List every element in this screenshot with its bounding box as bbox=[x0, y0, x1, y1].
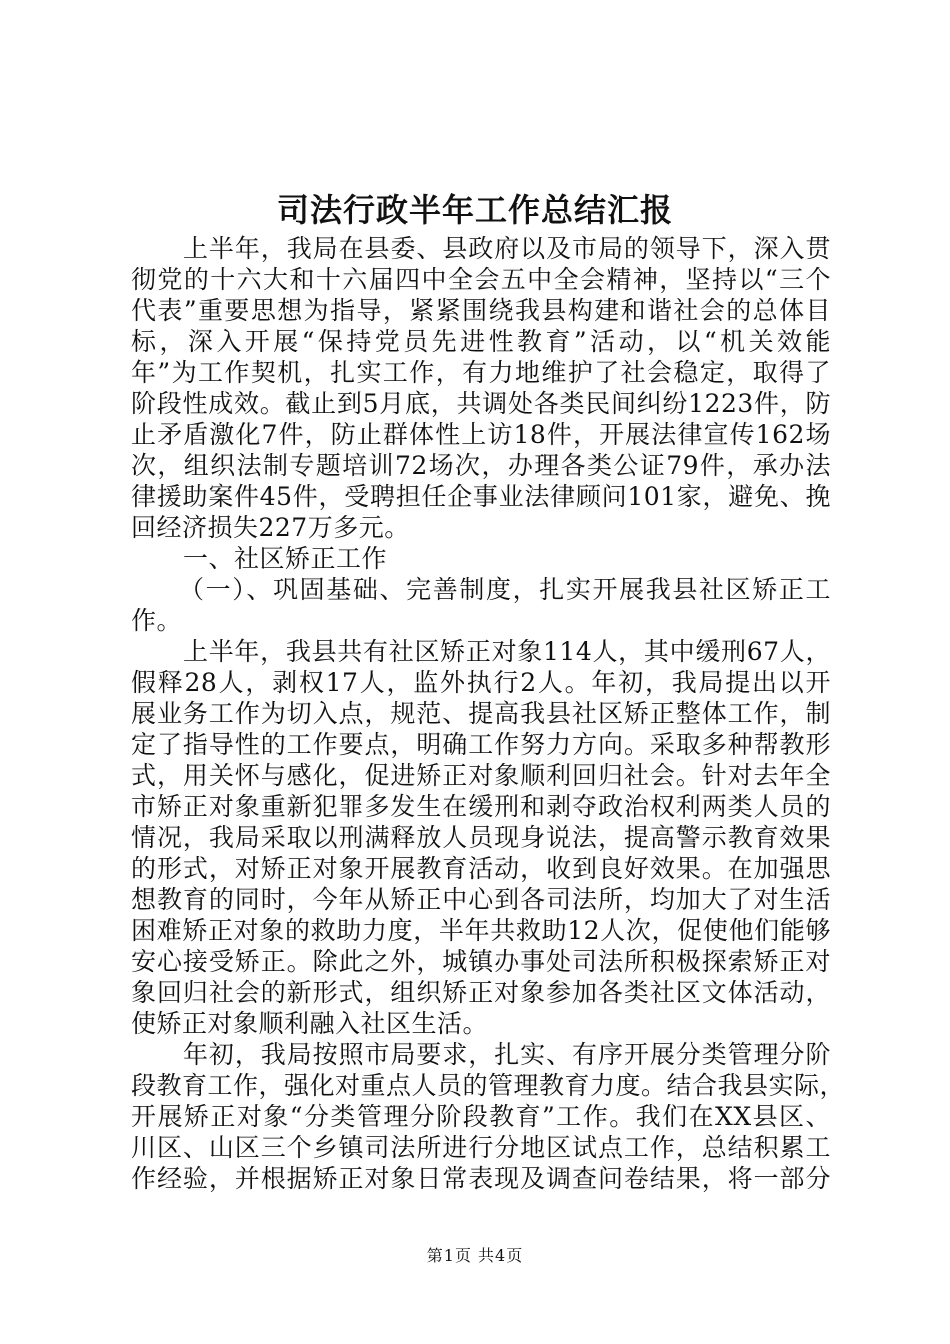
text-line: 次，组织法制专题培训72场次，办理各类公证79件，承办法 bbox=[131, 451, 831, 480]
text-line: 开展矫正对象“分类管理分阶段教育”工作。我们在XX县区、 bbox=[131, 1102, 831, 1131]
section-heading: 一、社区矫正工作 bbox=[183, 544, 388, 573]
text-line: 彻党的十六大和十六届四中全会五中全会精神，坚持以“三个 bbox=[131, 265, 831, 294]
text-line: 定了指导性的工作要点，明确工作努力方向。采取多种帮教形 bbox=[131, 730, 831, 759]
text-line: 上半年，我县共有社区矫正对象114人，其中缓刑67人， bbox=[183, 637, 831, 666]
text-line: 年初，我局按照市局要求，扎实、有序开展分类管理分阶 bbox=[183, 1040, 831, 1069]
text-line: 市矫正对象重新犯罪多发生在缓刑和剥夺政治权利两类人员的 bbox=[131, 792, 831, 821]
subsection-heading: （一）、巩固基础、完善制度，扎实开展我县社区矫正工 bbox=[179, 575, 831, 604]
text-line: 律援助案件45件，受聘担任企事业法律顾问101家，避免、挽 bbox=[131, 482, 831, 511]
document-title: 司法行政半年工作总结汇报 bbox=[276, 191, 673, 229]
text-line: 止矛盾激化7件，防止群体性上访18件，开展法律宣传162场 bbox=[131, 420, 831, 449]
text-line: 使矫正对象顺利融入社区生活。 bbox=[131, 1009, 489, 1038]
text-line: 作经验，并根据矫正对象日常表现及调查问卷结果，将一部分 bbox=[131, 1164, 831, 1193]
text-line: 象回归社会的新形式，组织矫正对象参加各类社区文体活动， bbox=[131, 978, 831, 1007]
text-line: 安心接受矫正。除此之外，城镇办事处司法所积极探索矫正对 bbox=[131, 947, 831, 976]
text-line: 假释28人，剥权17人，监外执行2人。年初，我局提出以开 bbox=[131, 668, 831, 697]
text-line: 的形式，对矫正对象开展教育活动，收到良好效果。在加强思 bbox=[131, 854, 831, 883]
text-line: 段教育工作，强化对重点人员的管理教育力度。结合我县实际， bbox=[131, 1071, 846, 1100]
text-line: 式，用关怀与感化，促进矫正对象顺利回归社会。针对去年全 bbox=[131, 761, 831, 790]
text-line: 川区、山区三个乡镇司法所进行分地区试点工作，总结积累工 bbox=[131, 1133, 831, 1162]
text-line: 回经济损失227万多元。 bbox=[131, 513, 410, 542]
text-line: 上半年，我局在县委、县政府以及市局的领导下，深入贯 bbox=[183, 234, 831, 263]
text-line: 想教育的同时，今年从矫正中心到各司法所，均加大了对生活 bbox=[131, 885, 831, 914]
text-line: 情况，我局采取以刑满释放人员现身说法，提高警示教育效果 bbox=[131, 823, 831, 852]
text-line: 代表”重要思想为指导，紧紧围绕我县构建和谐社会的总体目 bbox=[131, 296, 831, 325]
text-line: 展业务工作为切入点，规范、提高我县社区矫正整体工作，制 bbox=[131, 699, 831, 728]
text-line: 困难矫正对象的救助力度，半年共救助12人次，促使他们能够 bbox=[131, 916, 831, 945]
page-number: 第1页 共4页 bbox=[426, 1246, 524, 1265]
text-line: 年”为工作契机，扎实工作，有力地维护了社会稳定，取得了 bbox=[131, 358, 831, 387]
text-line: 阶段性成效。截止到5月底，共调处各类民间纠纷1223件，防 bbox=[131, 389, 831, 418]
document-body bbox=[131, 233, 846, 1194]
text-line: 作。 bbox=[131, 606, 183, 635]
text-line: 标，深入开展“保持党员先进性教育”活动，以“机关效能 bbox=[131, 327, 831, 356]
